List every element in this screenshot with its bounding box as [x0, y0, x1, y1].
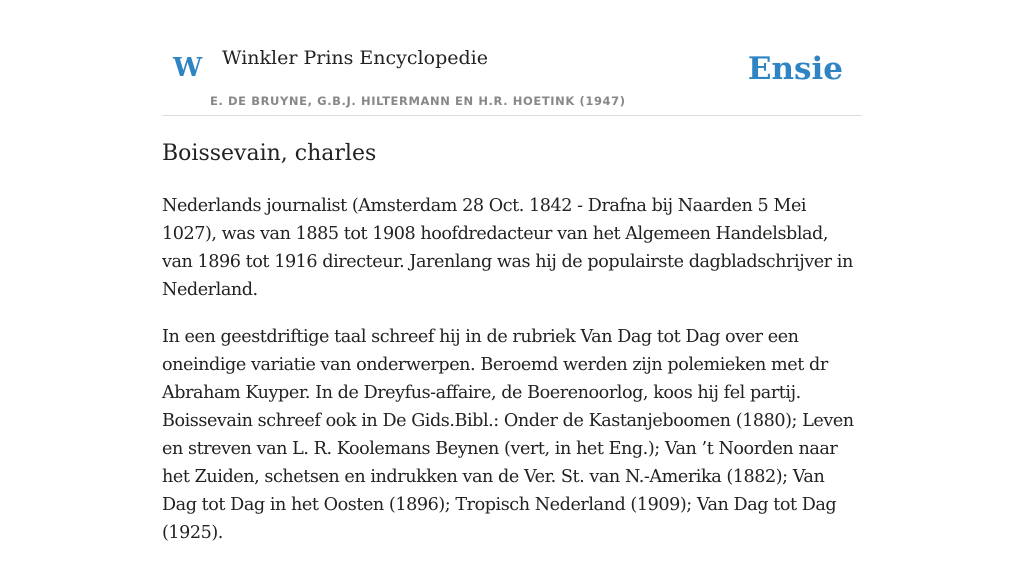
- entry-title: Boissevain, charles: [162, 141, 377, 166]
- source-header: [162, 0, 862, 116]
- page: [162, 0, 862, 543]
- source-title[interactable]: Winkler Prins Encyclopedie: [222, 47, 488, 69]
- ensie-logo[interactable]: Ensie: [747, 51, 843, 87]
- entry-body: [162, 192, 862, 566]
- entry-paragraph: In een geestdriftige taal schreef hij in de rubriek Van Dag tot Dag over een oneindige variatie van onderwerpen. Beroemd werden zijn polemieken met dr Abraham Kuyper. In de Dreyfus-affaire, de Boerenoorlog, koos hij fel partij. Boissevain schreef ook in De Gids.Bibl.: Onder de Kastanjeboomen (1880); Leven en streven van L. R. Koolemans Beynen (vert, in het Eng.); Van ’t Noorden naar het Zuiden, schetsen en indrukken van de Ver. St. van N.-Amerika (1882); Van Dag tot Dag in het Oosten (1896); Tropisch Nederland (1909); Van Dag tot Dag (1925).: [162, 327, 854, 543]
- source-authors: E. DE BRUYNE, G.B.J. HILTERMANN EN H.R. HOETINK (1947): [210, 94, 626, 108]
- winkler-prins-logo-icon[interactable]: W: [173, 53, 203, 83]
- entry-paragraph: Nederlands journalist (Amsterdam 28 Oct. 1842 - Drafna bij Naarden 5 Mei 1027), was van 1885 tot 1908 hoofdredacteur van het Algemeen Handelsblad, van 1896 tot 1916 directeur. Jarenlang was hij de populairste dagbladschrijver in Nederland.: [162, 196, 853, 300]
